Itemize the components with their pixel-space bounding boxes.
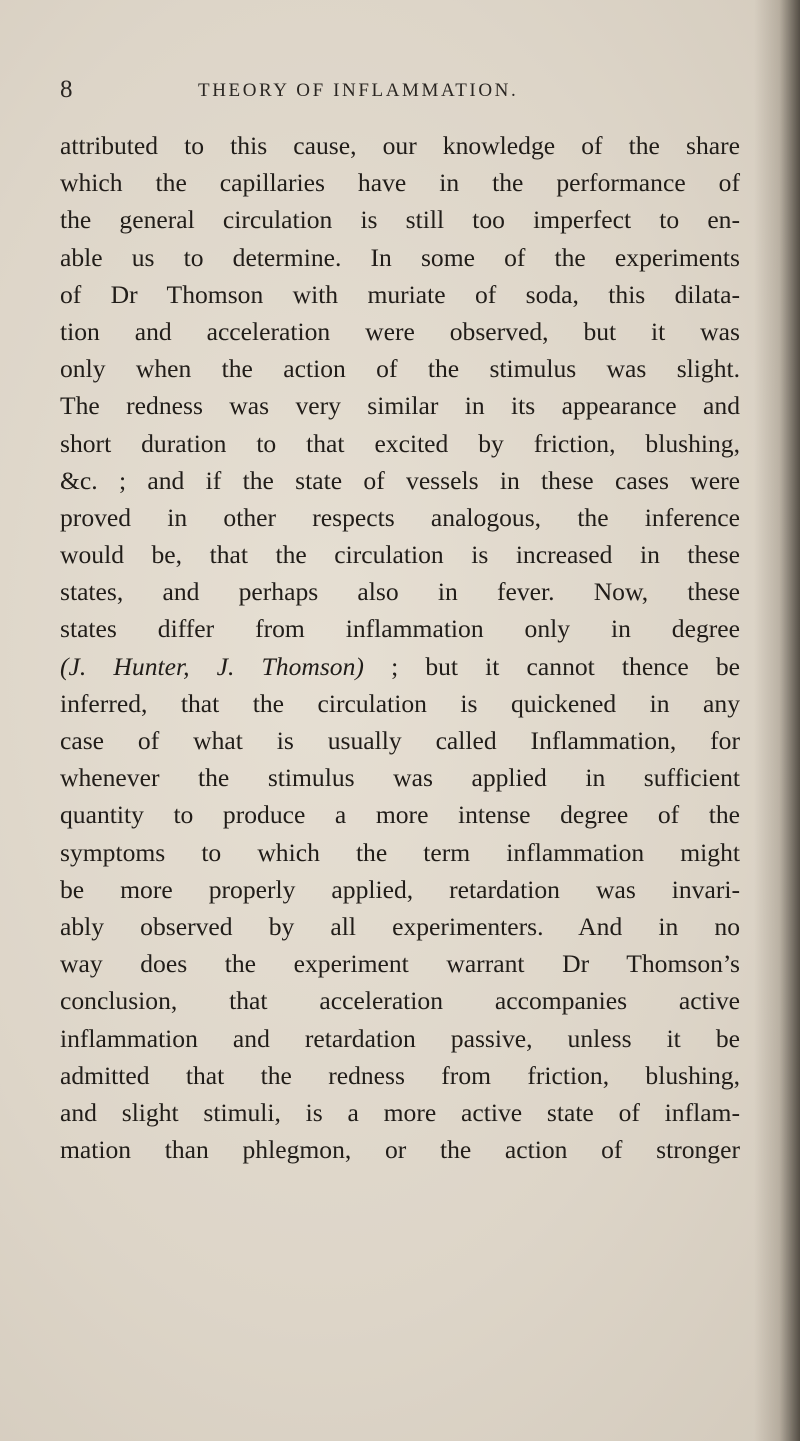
- text-line: states, and perhaps also in fever. Now, these: [60, 577, 740, 607]
- text-line: the general circulation is still too imperfect to en-: [60, 205, 740, 235]
- text-line: states differ from inflammation only in degree: [60, 614, 740, 644]
- text-line: whenever the stimulus was applied in sufficient: [60, 763, 740, 793]
- text-line: be more properly applied, retardation was invari-: [60, 874, 740, 904]
- text-line: mation than phlegmon, or the action of stronger: [60, 1135, 740, 1165]
- body-text: [60, 127, 740, 1168]
- text-line: admitted that the redness from friction, blushing,: [60, 1060, 740, 1090]
- text-line: proved in other respects analogous, the inference: [60, 502, 740, 532]
- citation-italic: (J. Hunter, J. Thomson): [60, 651, 364, 681]
- text-line: quantity to produce a more intense degree of the: [60, 800, 740, 830]
- text-line: &c. ; and if the state of vessels in these cases were: [60, 465, 740, 495]
- text-line: short duration to that excited by friction, blushing,: [60, 428, 740, 458]
- text-line: conclusion, that acceleration accompanies active: [60, 986, 740, 1016]
- text-line: would be, that the circulation is increased in these: [60, 540, 740, 570]
- text-line: inflammation and retardation passive, unless it be: [60, 1023, 740, 1053]
- text-line-citation: [60, 648, 740, 685]
- text-line: attributed to this cause, our knowledge of the share: [60, 131, 740, 160]
- text-line: which the capillaries have in the performance of: [60, 168, 740, 198]
- text-line: way does the experiment warrant Dr Thomson’s: [60, 949, 740, 979]
- text-line: ably observed by all experimenters. And in no: [60, 911, 740, 941]
- citation-continuation: ; but it cannot thence be: [363, 651, 740, 681]
- text-line: inferred, that the circulation is quickened in any: [60, 688, 740, 718]
- text-line: able us to determine. In some of the experiments: [60, 242, 740, 272]
- text-line: only when the action of the stimulus was slight.: [60, 354, 740, 384]
- text-line: symptoms to which the term inflammation might: [60, 837, 740, 867]
- text-line: tion and acceleration were observed, but it was: [60, 316, 740, 346]
- page-header: [0, 76, 800, 116]
- page-edge-shadow: [754, 0, 800, 1441]
- running-head: THEORY OF INFLAMMATION.: [198, 80, 519, 101]
- page-number: 8: [60, 76, 73, 103]
- text-line: and slight stimuli, is a more active state of inflam-: [60, 1097, 740, 1127]
- text-line: of Dr Thomson with muriate of soda, this dilata-: [60, 279, 740, 309]
- text-line: The redness was very similar in its appearance and: [60, 391, 740, 421]
- text-line: case of what is usually called Inflammation, for: [60, 726, 740, 755]
